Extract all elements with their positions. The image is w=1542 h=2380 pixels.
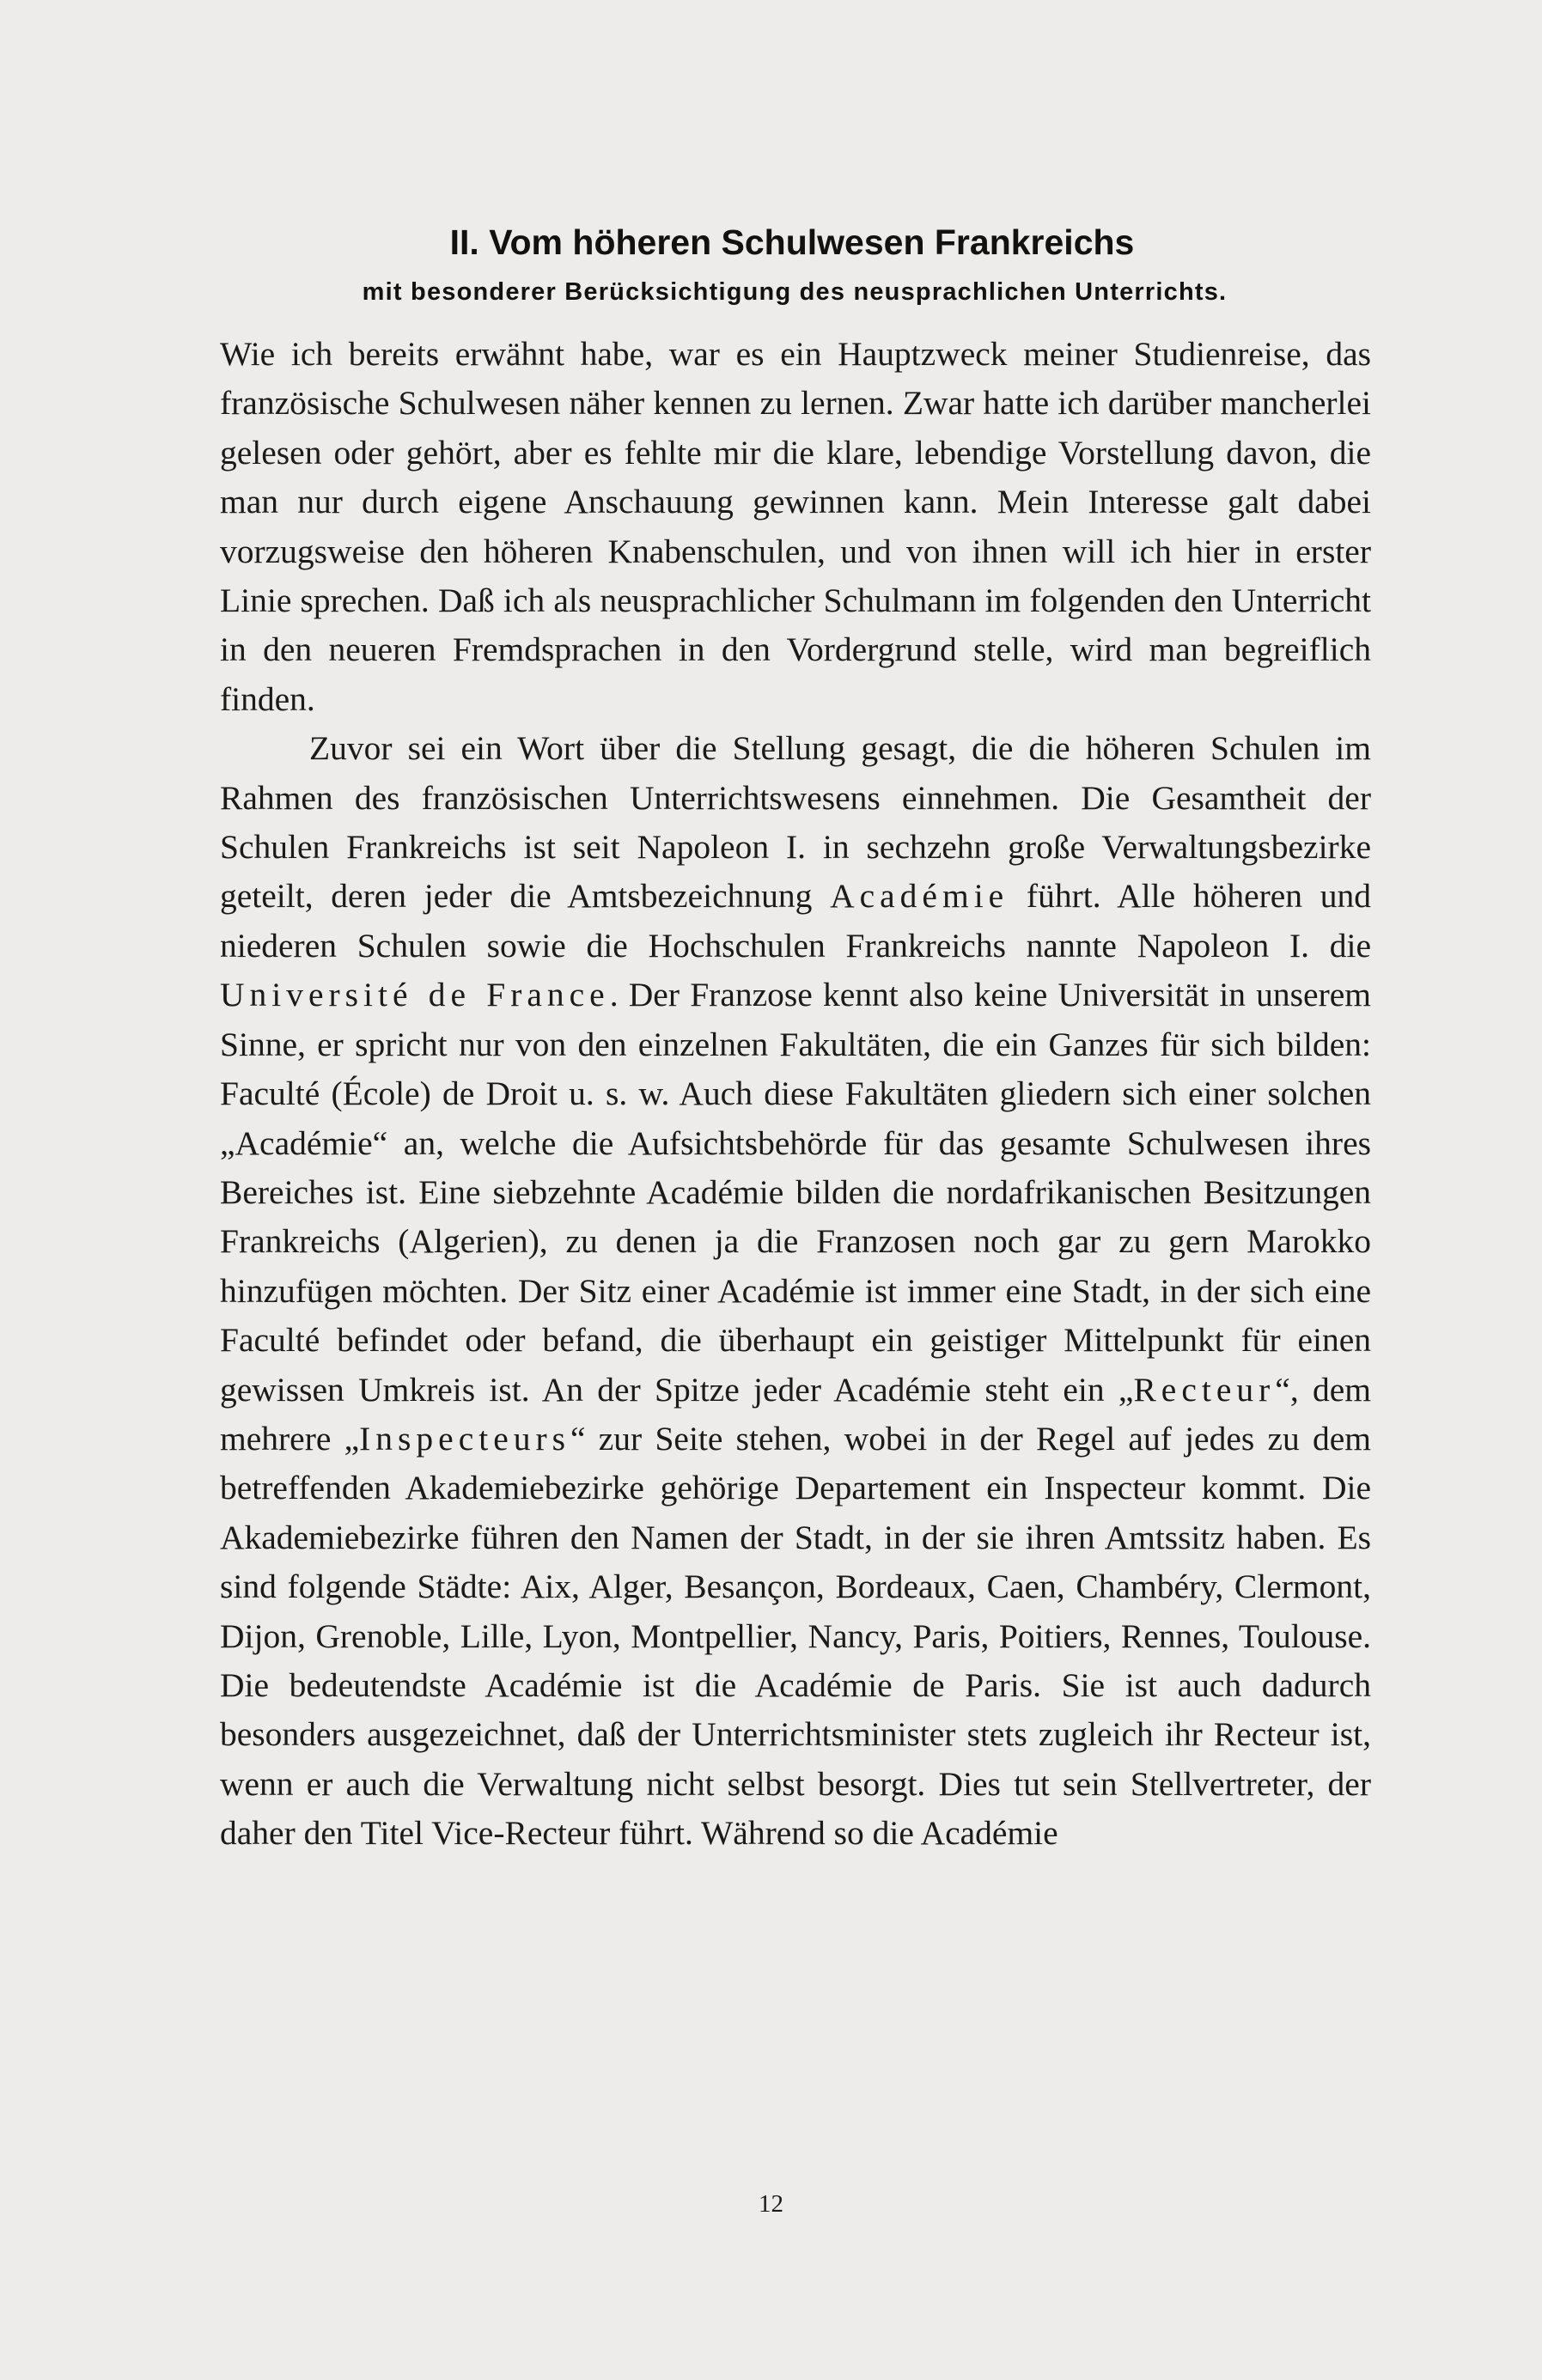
text-segment: “, dem mehrere „ xyxy=(220,1370,1371,1458)
spaced-term: Académie xyxy=(830,877,1009,916)
spaced-term: Recteur xyxy=(1133,1370,1276,1409)
paragraph xyxy=(220,330,1371,724)
chapter-subtitle: mit besonderer Berücksichtigung des neusprachlichen Unterrichts. xyxy=(362,278,1228,306)
body-text xyxy=(220,330,1371,1859)
text-segment: führt. Alle höheren und niederen Schulen sowie die Hochschulen Frankreichs nannte Napoleon I. die xyxy=(220,877,1372,965)
text-segment: “ zur Seite stehen, wobei in der Regel auf jedes zu dem betreffenden Akademiebezirke gehörige Departement ein Inspecteur kommt. Die Akademiebezirke führen den Namen der Stadt, in der sie ihren Amtssitz haben. Es sind folgende Städte: Aix, Alger, Besançon, Bordeaux, Caen, Chambéry, Clermont, Dijon, Grenoble, Lille, Lyon, Montpellier, Nancy, Paris, Poitiers, Rennes, Toulouse. Die bedeutendste Académie ist die Académie de Paris. Sie ist auch dadurch besonders ausgezeichnet, daß der Unterrichtsminister stets zugleich ihr Recteur ist, wenn er auch die Verwaltung nicht selbst besorgt. Dies tut sein Stellvertreter, der daher den Titel Vice-Recteur führt. Während so die Académie xyxy=(220,1419,1371,1853)
text-segment: Wie ich bereits erwähnt habe, war es ein Hauptzweck meiner Studienreise, das französische Schulwesen näher kennen zu lernen. Zwar hatte ich darüber mancherlei gelesen oder gehört, aber es fehlte mir die klare, lebendige Vorstellung davon, die man nur durch eigene Anschauung gewinnen kann. Mein Interesse galt dabei vorzugsweise den höheren Knabenschulen, und von ihnen will ich hier in erster Linie sprechen. Daß ich als neusprachlicher Schulmann im folgenden den Unterricht in den neueren Fremdsprachen in den Vordergrund stelle, wird man begreiflich finden. xyxy=(220,335,1371,718)
spaced-term: Inspecteurs xyxy=(359,1419,571,1458)
paragraph xyxy=(220,724,1371,1858)
chapter-title: II. Vom höheren Schulwesen Frankreichs xyxy=(449,222,1135,262)
page-number: 12 xyxy=(759,2190,783,2218)
spaced-term: Université de France xyxy=(220,976,610,1014)
text-segment: Zuvor sei ein Wort über die Stellung gesagt, die die höheren Schulen im Rahmen des französischen Unterrichtswesens einnehmen. Die Gesamtheit der Schulen Frankreichs ist seit Napoleon I. in sechzehn große Verwaltungsbezirke geteilt, deren jeder die Amtsbezeichnung xyxy=(220,729,1371,916)
text-segment: . Der Franzose kennt also keine Universität in unserem Sinne, er spricht nur von den einzelnen Fakultäten, die ein Ganzes für sich bilden: Faculté (École) de Droit u. s. w. Auch diese Fakultäten gliedern sich einer solchen „Académie“ an, welche die Aufsichtsbehörde für das gesamte Schulwesen ihres Bereiches ist. Eine siebzehnte Académie bilden die nordafrikanischen Besitzungen Frankreichs (Algerien), zu denen ja die Franzosen noch gar zu gern Marokko hinzufügen möchten. Der Sitz einer Académie ist immer eine Stadt, in der sich eine Faculté befindet oder befand, die überhaupt ein geistiger Mittelpunkt für einen gewissen Umkreis ist. An der Spitze jeder Académie steht ein „ xyxy=(220,976,1371,1409)
chapter-heading xyxy=(219,222,1370,309)
